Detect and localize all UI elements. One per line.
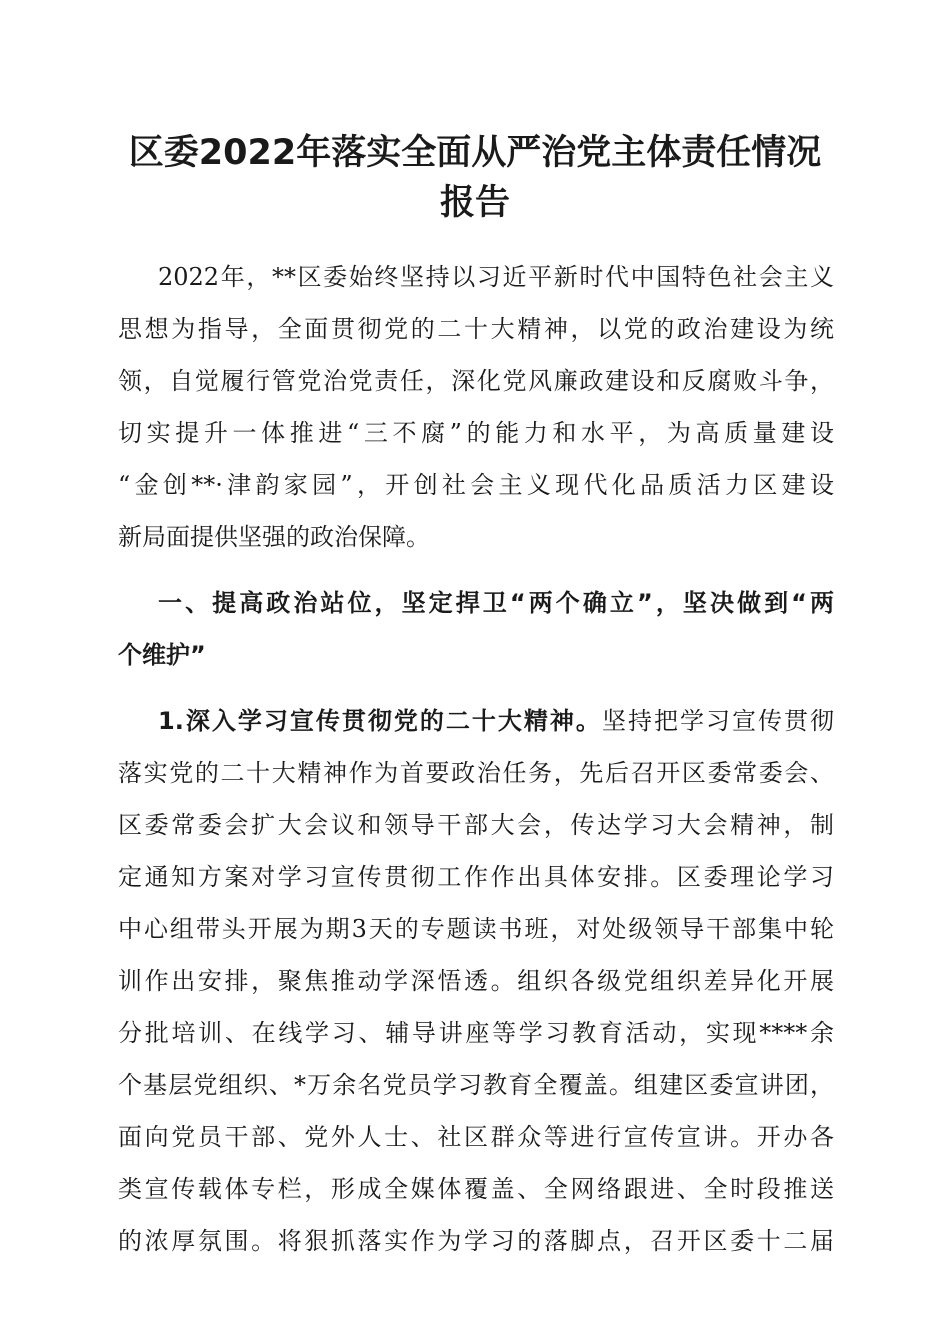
paragraph-line: 落实党的二十大精神作为首要政治任务，先后召开区委常委会、 <box>118 759 834 787</box>
document-body <box>118 251 834 1267</box>
document-title <box>100 128 850 228</box>
paragraph-line: 个基层党组织、*万余名党员学习教育全覆盖。组建区委宣讲团， <box>118 1071 834 1099</box>
paragraph-line: 中心组带头开展为期3天的专题读书班，对处级领导干部集中轮 <box>118 915 834 943</box>
intro-paragraph <box>118 251 834 563</box>
paragraph-line: 训作出安排，聚焦推动学深悟透。组织各级党组织差异化开展 <box>118 967 834 995</box>
paragraph-line: 类宣传载体专栏，形成全媒体覆盖、全网络跟进、全时段推送 <box>118 1175 834 1203</box>
paragraph-line: “金创**·津韵家园”，开创社会主义现代化品质活力区建设 <box>118 471 834 499</box>
title-line-2: 报告 <box>439 183 510 223</box>
paragraph-line: 定通知方案对学习宣传贯彻工作作出具体安排。区委理论学习 <box>118 863 834 891</box>
paragraph-line: 区委常委会扩大会议和领导干部大会，传达学习大会精神，制 <box>118 811 834 839</box>
item-paragraph <box>118 695 834 1267</box>
paragraph-line: 分批培训、在线学习、辅导讲座等学习教育活动，实现****余 <box>118 1019 834 1047</box>
paragraph-line: 2022年，**区委始终坚持以习近平新时代中国特色社会主义 <box>158 263 834 291</box>
paragraph-line: 思想为指导，全面贯彻党的二十大精神，以党的政治建设为统 <box>118 315 834 343</box>
paragraph-line: 的浓厚氛围。将狠抓落实作为学习的落脚点，召开区委十二届 <box>118 1227 834 1255</box>
heading-line: 一、提高政治站位，坚定捍卫“两个确立”，坚决做到“两 <box>158 589 834 617</box>
paragraph-line: 切实提升一体推进“三不腐”的能力和水平，为高质量建设 <box>118 419 834 447</box>
paragraph-line: 面向党员干部、党外人士、社区群众等进行宣传宣讲。开办各 <box>118 1123 834 1151</box>
item-lead-rest: 坚持把学习宣传贯彻 <box>601 707 834 735</box>
item-lead: 1.深入学习宣传贯彻党的二十大精神。 <box>158 707 602 735</box>
heading-line: 个维护” <box>118 641 206 669</box>
paragraph-line: 新局面提供坚强的政治保障。 <box>118 523 430 551</box>
title-line-1: 区委2022年落实全面从严治党主体责任情况 <box>128 133 822 173</box>
paragraph-line <box>118 695 834 747</box>
paragraph-line: 领，自觉履行管党治党责任，深化党风廉政建设和反腐败斗争， <box>118 367 834 395</box>
section-heading <box>118 577 834 681</box>
